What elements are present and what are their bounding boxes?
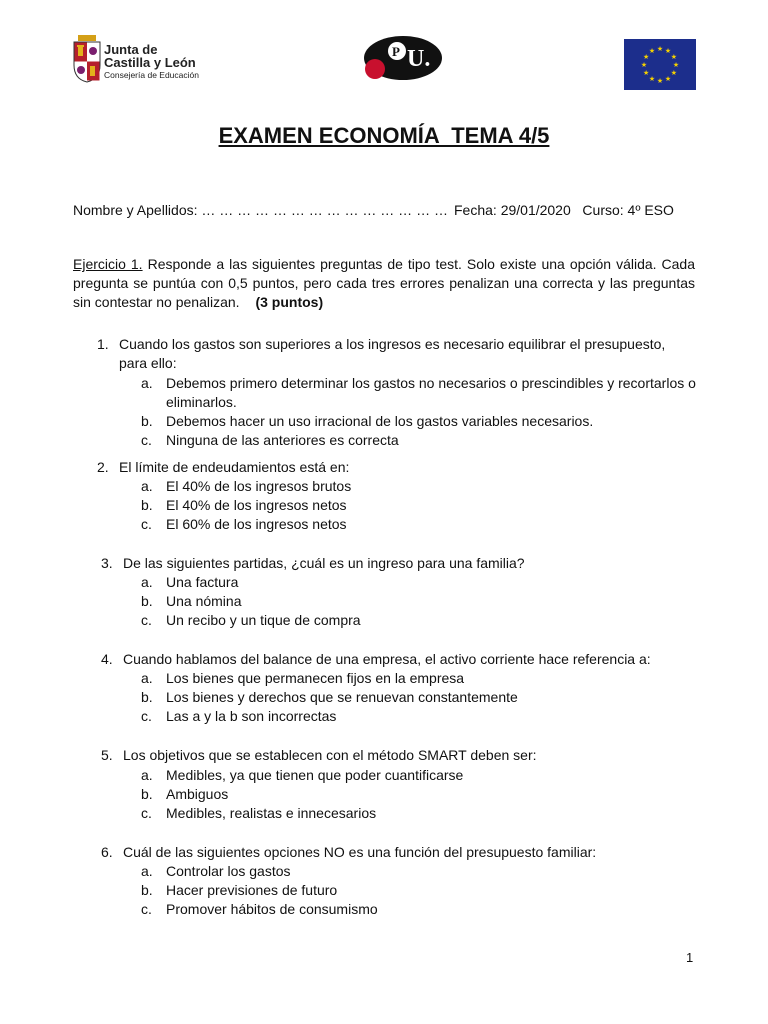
eu-star-icon: ★ — [664, 48, 672, 56]
option-letter: c. — [141, 901, 152, 917]
question-1-options — [141, 374, 701, 450]
question-4 — [101, 650, 695, 669]
question-text: Los objetivos que se establecen con el método SMART deben ser: — [123, 747, 537, 763]
option-letter: a. — [141, 670, 153, 686]
option-letter: b. — [141, 413, 153, 429]
option-b — [141, 688, 701, 707]
option-c — [141, 515, 701, 534]
option-letter: c. — [141, 612, 152, 628]
eu-star-icon: ★ — [648, 75, 656, 83]
option-text: El 40% de los ingresos brutos — [166, 478, 352, 494]
question-5-options — [141, 766, 701, 823]
question-number: 3. — [101, 555, 113, 571]
question-number: 1. — [97, 336, 109, 352]
option-letter: a. — [141, 863, 153, 879]
question-text: Cuando los gastos son superiores a los ingresos es necesario equilibrar el presupuesto, para ello: — [119, 336, 666, 371]
eu-star-icon: ★ — [664, 75, 672, 83]
option-letter: c. — [141, 708, 152, 724]
option-c — [141, 707, 701, 726]
pu-logo — [355, 33, 445, 85]
option-letter: b. — [141, 882, 153, 898]
option-text: Debemos primero determinar los gastos no necesarios o prescindibles y recortarlos o eliminarlos. — [166, 375, 696, 410]
eu-star-icon: ★ — [670, 54, 678, 61]
option-text: Una factura — [166, 574, 239, 590]
option-text: El 60% de los ingresos netos — [166, 516, 347, 532]
option-text: Ambiguos — [166, 786, 229, 802]
eu-star-icon: ★ — [656, 78, 664, 85]
question-text: De las siguientes partidas, ¿cuál es un ingreso para una familia? — [123, 555, 525, 571]
eu-star-icon: ★ — [640, 62, 648, 69]
option-text: Ninguna de las anteriores es correcta — [166, 432, 399, 448]
question-text: Cuando hablamos del balance de una empresa, el activo corriente hace referencia a: — [123, 651, 651, 667]
question-text: Cuál de las siguientes opciones NO es una función del presupuesto familiar: — [123, 844, 597, 860]
option-letter: c. — [141, 516, 152, 532]
option-letter: c. — [141, 432, 152, 448]
option-text: Controlar los gastos — [166, 863, 291, 879]
option-a — [141, 573, 701, 592]
option-text: El 40% de los ingresos netos — [166, 497, 347, 513]
option-letter: b. — [141, 689, 153, 705]
option-text: Promover hábitos de consumismo — [166, 901, 378, 917]
exercise-text: Responde a las siguientes preguntas de tipo test. Solo existe una opción válida. Cada pregunta se puntúa con 0,5 puntos, pero cada tres errores penalizan una correcta y las preguntas sin contestar no penalizan. — [73, 256, 696, 310]
question-number: 5. — [101, 747, 113, 763]
question-number: 6. — [101, 844, 113, 860]
option-letter: a. — [141, 375, 153, 391]
option-c — [141, 611, 701, 630]
question-1 — [97, 335, 695, 373]
option-a — [141, 862, 701, 881]
option-letter: a. — [141, 574, 153, 590]
option-letter: b. — [141, 593, 153, 609]
jcyl-line-3: Consejería de Educación — [104, 70, 199, 80]
junta-castilla-leon-logo — [72, 31, 202, 89]
exercise-label: Ejercicio 1. — [73, 256, 143, 272]
exercise-points: (3 puntos) — [255, 294, 324, 310]
question-3 — [101, 554, 695, 573]
eu-star-icon: ★ — [672, 62, 680, 69]
option-b — [141, 881, 701, 900]
option-letter: b. — [141, 786, 153, 802]
eu-star-icon: ★ — [670, 70, 678, 77]
name-field: Nombre y Apellidos: … … … … … … … … … … … … … … — [73, 202, 448, 218]
exam-title: EXAMEN ECONOMÍA TEMA 4/5 — [218, 123, 550, 148]
question-5 — [101, 746, 695, 765]
option-a — [141, 477, 701, 496]
option-text: Un recibo y un tique de compra — [166, 612, 361, 628]
question-6-options — [141, 862, 701, 919]
question-number: 2. — [97, 459, 109, 475]
page-number: 1 — [686, 950, 694, 965]
option-b — [141, 785, 701, 804]
option-letter: a. — [141, 767, 153, 783]
option-b — [141, 496, 701, 515]
coat-of-arms-icon — [72, 35, 102, 83]
exercise-instructions — [73, 255, 695, 312]
option-b — [141, 592, 701, 611]
question-4-options — [141, 669, 701, 726]
jcyl-line-1: Junta de — [104, 42, 158, 57]
jcyl-line-2: Castilla y León — [104, 55, 196, 70]
question-3-options — [141, 573, 701, 630]
option-text: Las a y la b son incorrectas — [166, 708, 337, 724]
option-c — [141, 804, 701, 823]
question-text: El límite de endeudamientos está en: — [119, 459, 350, 475]
option-text: Hacer previsiones de futuro — [166, 882, 338, 898]
question-2 — [97, 458, 695, 477]
eu-star-icon: ★ — [656, 46, 664, 53]
question-2-options — [141, 477, 701, 534]
svg-text:P: P — [392, 44, 400, 59]
option-c — [141, 431, 701, 450]
option-b — [141, 412, 701, 431]
option-text: Medibles, realistas e innecesarios — [166, 805, 377, 821]
option-a — [141, 766, 701, 785]
option-text: Medibles, ya que tienen que poder cuantificarse — [166, 767, 464, 783]
option-c — [141, 900, 701, 919]
option-text: Debemos hacer un uso irracional de los gastos variables necesarios. — [166, 413, 594, 429]
date-course-field: Fecha: 29/01/2020 Curso: 4º ESO — [454, 202, 674, 218]
option-text: Los bienes y derechos que se renuevan constantemente — [166, 689, 518, 705]
option-a — [141, 374, 701, 412]
eu-flag-logo — [624, 39, 696, 90]
eu-star-icon: ★ — [648, 48, 656, 56]
option-text: Una nómina — [166, 593, 242, 609]
option-letter: c. — [141, 805, 152, 821]
option-letter: b. — [141, 497, 153, 513]
eu-star-icon: ★ — [642, 70, 650, 77]
option-letter: a. — [141, 478, 153, 494]
question-6 — [101, 843, 695, 862]
option-text: Los bienes que permanecen fijos en la empresa — [166, 670, 465, 686]
option-a — [141, 669, 701, 688]
svg-text:U.: U. — [407, 46, 431, 72]
question-number: 4. — [101, 651, 113, 667]
eu-star-icon: ★ — [642, 54, 650, 61]
